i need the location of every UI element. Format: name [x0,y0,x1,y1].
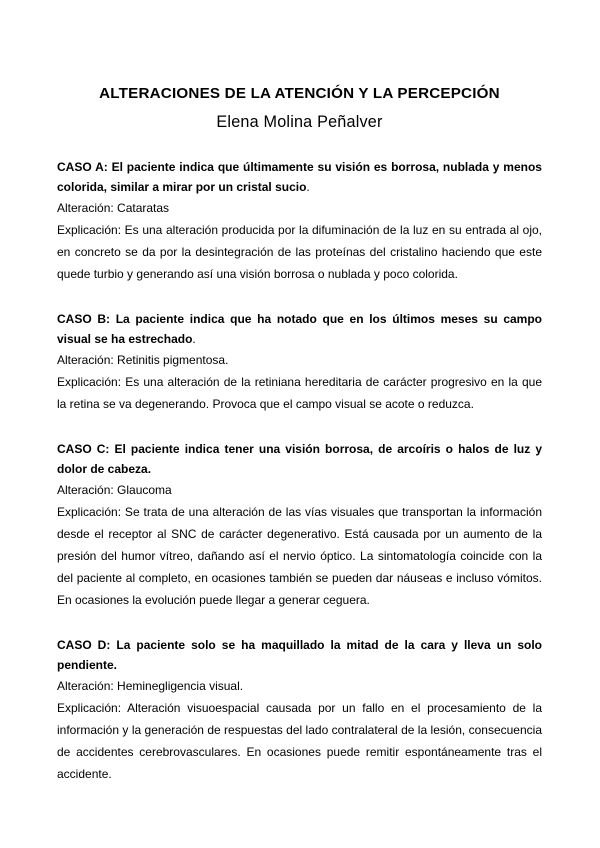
case-description: El paciente indica tener una visión borrosa, de arcoíris o halos de luz y dolor de cabeza. [57,442,542,476]
document-title: ALTERACIONES DE LA ATENCIÓN Y LA PERCEPCIÓN [99,85,500,102]
case-explanation: Explicación: Alteración visuoespacial causada por un fallo en el procesamiento de la información y la generación de respuestas del lado contralateral de la lesión, consecuencia de accidentes cerebrovasculares. En ocasiones puede remitir espontáneamente tras el accidente. [57,701,542,781]
case-alteration: Alteración: Glaucoma [57,483,172,497]
case-heading [57,157,542,197]
case-label: CASO C: [57,442,110,456]
case-heading [57,309,542,349]
case-label: CASO A: [57,160,108,174]
case-b [57,309,542,415]
case-explanation: Explicación: Se trata de una alteración de las vías visuales que transportan la información desde el receptor al SNC de carácter degenerativo. Está causada por un aumento de la presión del humor vítreo, dañando así el nervio óptico. La sintomatología coincide con la del paciente al completo, en ocasiones también se pueden dar náuseas e incluso vómitos. En ocasiones la evolución puede llegar a generar ceguera. [57,505,542,607]
case-c [57,439,542,611]
case-description: La paciente solo se ha maquillado la mitad de la cara y lleva un solo pendiente. [57,638,543,672]
case-description: El paciente indica que últimamente su visión es borrosa, nublada y menos colorida, similar a mirar por un cristal sucio [57,160,542,194]
case-end: . [192,332,196,346]
case-heading [57,635,542,675]
case-alteration: Alteración: Cataratas [57,201,170,215]
case-alteration: Alteración: Heminegligencia visual. [57,679,244,693]
document-page [57,84,542,785]
case-description: : La paciente indica que ha notado que en los últimos meses su campo visual se ha estrechado [57,312,543,346]
document-author: Elena Molina Peñalver [216,113,383,131]
case-label: CASO D: [57,638,111,652]
case-end: . [306,180,310,194]
case-alteration: Alteración: Retinitis pigmentosa. [57,353,229,367]
case-label: CASO B [57,312,107,326]
case-explanation: Explicación: Es una alteración producida por la difuminación de la luz en su entrada al ojo, en concreto se da por la desintegración de las proteínas del cristalino haciendo que este quede turbio y generando así una visión borrosa o nublada y poco colorida. [57,223,542,281]
case-d [57,635,542,785]
case-heading [57,439,542,479]
case-a [57,157,542,285]
case-explanation: Explicación: Es una alteración de la retiniana hereditaria de carácter progresivo en la que la retina se va degenerando. Provoca que el campo visual se acote o reduzca. [57,375,542,411]
